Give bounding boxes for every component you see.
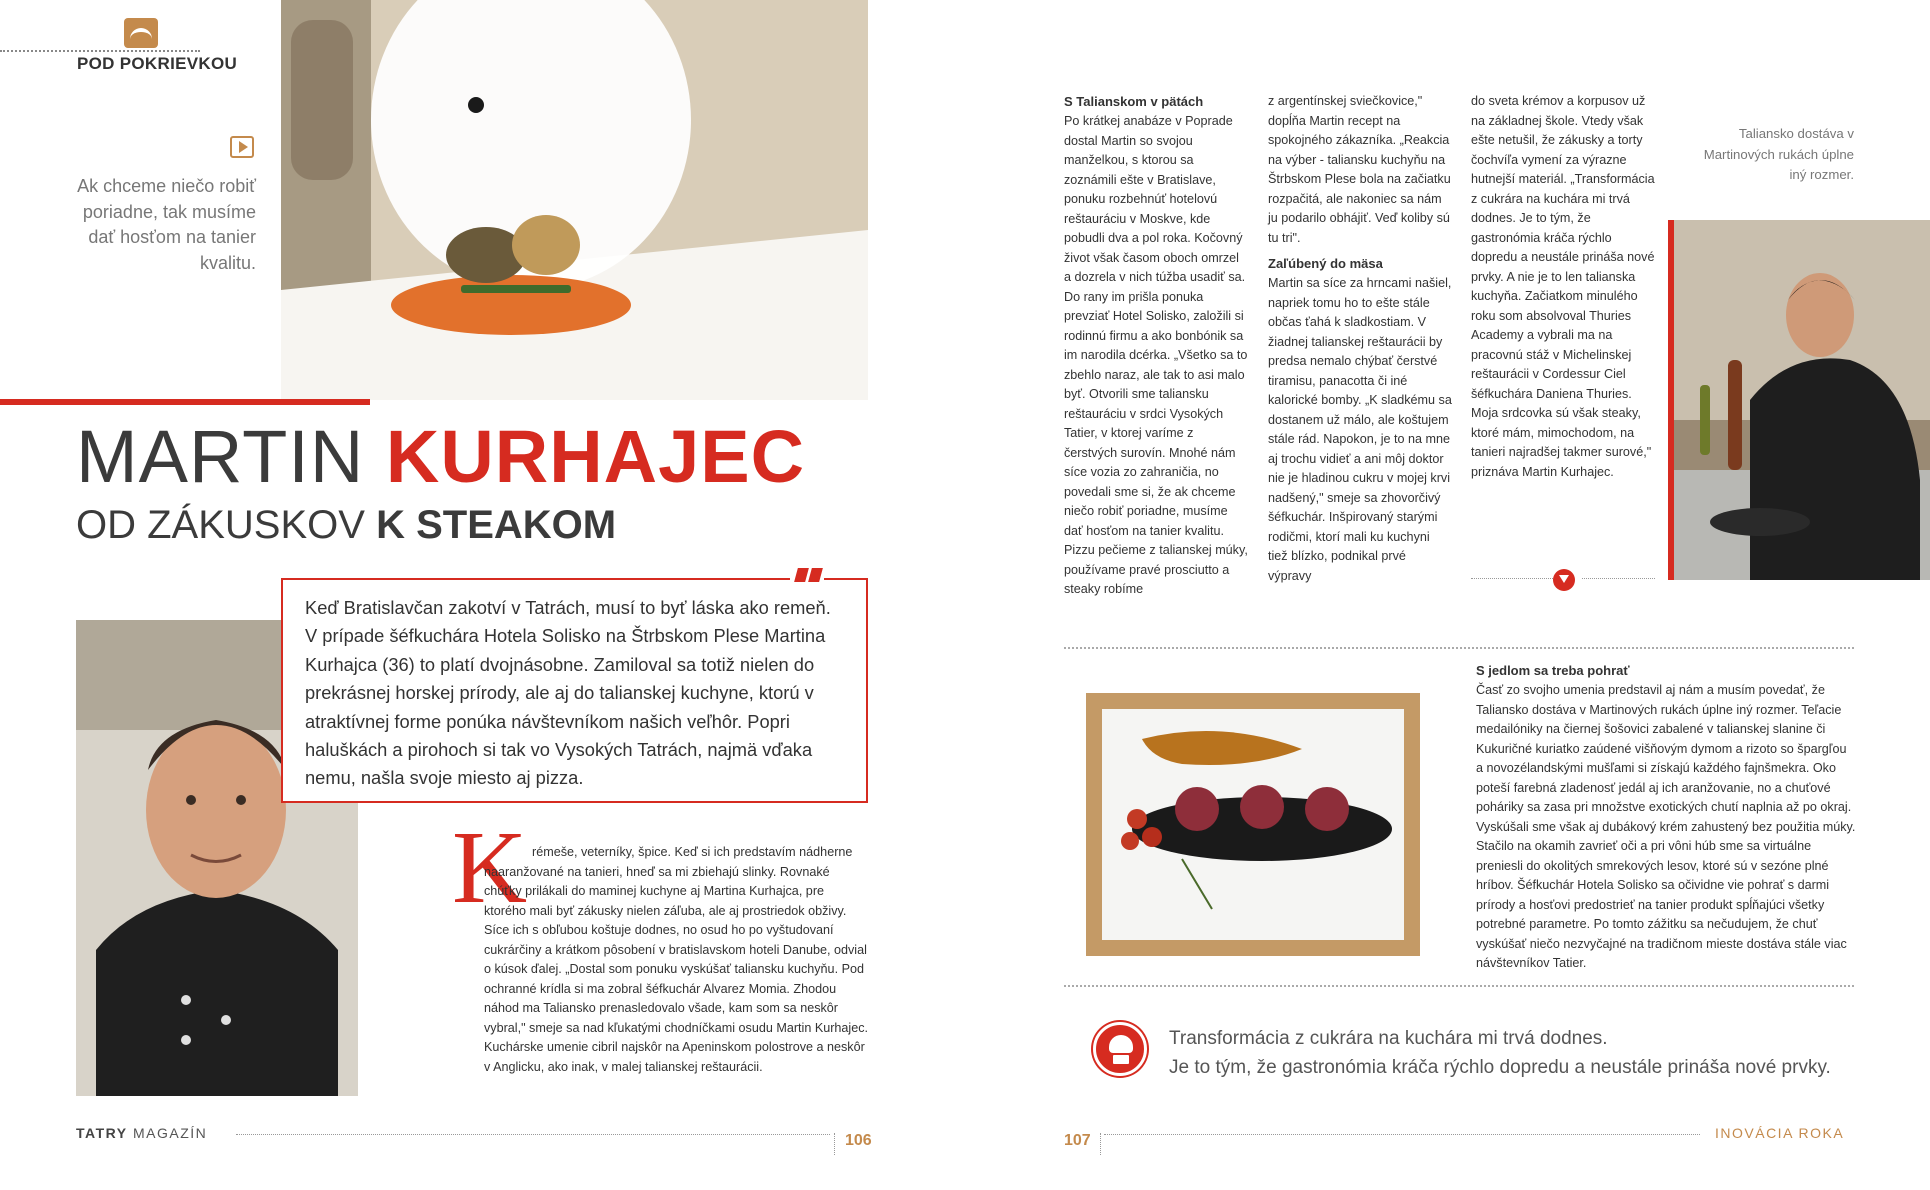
subheadline-light: OD ZÁKUSKOV xyxy=(76,503,365,547)
col2-body-1: z argentínskej sviečkovice," dopĺňa Martin recept na spokojného zákazníka. „Reakcia na výber - taliansku kuchyňu na Štrbskom Plese bola na začiatku rozpačitá, ale nakoniec sa nám ju podarilo obhájiť. Veď koliby sú tu tri". xyxy=(1268,94,1451,245)
subheadline-bold: K STEAKOM xyxy=(376,503,617,547)
headline-first: MARTIN xyxy=(76,415,365,498)
intro-text: Keď Bratislavčan zakotví v Tatrách, musí to byť láska ako remeň. V prípade šéfkuchára Hotela Solisko na Štrbskom Plese Martina Kurhajca (36) to platí dvojnásobne. Zamiloval sa totiž nielen do prekrásnej horskej prírody, ale aj do talianskej kuchyne, ktorú v atraktívnej forme ponúka návštevníkom našich veľhôr. Popri haluškách a pirohoch si tak vo Vysokých Tatrách, najmä vďaka nemu, našla svoje miesto aj pizza. xyxy=(305,597,831,789)
chef-hat-icon xyxy=(1093,1022,1147,1076)
bottom-body: Časť zo svojho umenia predstavil aj nám a musím povedať, že Taliansko dostáva v Martinových rukách úplne iný rozmer. Teľacie medailóniky na čiernej šošovici zabalené v talianskej slanine či Kukuričné kuriatko zaúdené višňovým dymom a rizoto so špargľou a novozélandskými mušľami si získajú každého fajnšmekra. Oko poteší farebná zladenosť jedál aj ich aranžovanie, no a chuťové poháriky sa zasa pri množstve exotických chutí naplnia až po okraj. Vyskúšali sme však aj dubákový krém zahustený bez použitia múky. Stačilo na okamih zavrieť oči a pri vôni húb sme sa virtuálne preniesli do okolitých smrekových lesov, ktoré sú v sezóne plné hríbov. Šéfkuchár Hotela Solisko sa očividne vie pohrať s darmi prírody a hosťovi predostrieť na tanier produkt spĺňajúci všetky potrebné parametre. Po tomto zážitku sa nečudujem, že chuť vyskúšať niečo nezvyčajné na tradičnom mieste dostáva stále viac návštevníkov Tatier. xyxy=(1476,683,1856,970)
bottom-quote-line-1: Transformácia z cukrára na kuchára mi trvá dodnes. xyxy=(1169,1028,1608,1049)
red-accent-rule xyxy=(0,399,370,405)
dropcap: K xyxy=(452,810,528,925)
column-1 xyxy=(1064,92,1248,600)
footer-brand-rest: ROKA xyxy=(1798,1125,1845,1141)
headline xyxy=(76,414,805,499)
column-3 xyxy=(1471,92,1655,482)
chef-kitchen-photo xyxy=(1670,220,1930,580)
quote-mark-icon xyxy=(790,560,824,588)
section-rule xyxy=(0,50,200,52)
page-number-right: 107 xyxy=(1064,1132,1091,1149)
footer-brand-left xyxy=(76,1125,207,1141)
section-divider xyxy=(1064,647,1854,649)
col1-heading: S Talianskom v pätách xyxy=(1064,94,1204,109)
photo-caption: Taliansko dostáva v Martinových rukách úplne iný rozmer. xyxy=(1703,126,1854,182)
headline-last: KURHAJEC xyxy=(385,415,806,498)
footer-rule-left xyxy=(236,1134,830,1135)
intro-box xyxy=(281,578,868,803)
footer-rule-right xyxy=(1104,1134,1700,1135)
footer-tick-left xyxy=(834,1133,835,1155)
heart-icon xyxy=(1553,569,1575,591)
dish-photo xyxy=(1102,709,1404,940)
footer-tick-right xyxy=(1100,1133,1101,1155)
subheadline xyxy=(76,503,616,548)
page-number-left: 106 xyxy=(845,1132,872,1149)
section-label: POD POKRIEVKOU xyxy=(77,54,238,73)
column-2 xyxy=(1268,92,1452,586)
footer-brand-accent: INOVÁCIA xyxy=(1715,1125,1794,1141)
bottom-quote-line-2: Je to tým, že gastronómia kráča rýchlo dopredu a neustále prináša nové prvky. xyxy=(1169,1057,1831,1078)
footer-brand-right xyxy=(1715,1125,1844,1141)
left-body-text xyxy=(484,843,869,1077)
footer-brand-light: MAGAZÍN xyxy=(132,1125,208,1141)
bottom-column xyxy=(1476,661,1856,974)
bottom-heading: S jedlom sa treba pohrať xyxy=(1476,663,1630,678)
quote-divider xyxy=(1064,985,1854,987)
hero-dish-photo xyxy=(281,0,868,400)
side-pullquote: Ak chceme niečo robiť poriadne, tak musíme dať hosťom na tanier kvalitu. xyxy=(77,176,256,273)
left-body-paragraph: rémeše, veterníky, špice. Keď si ich predstavím nádherne naaranžované na tanieri, hneď sa mi zbiehajú slinky. Rovnaké chúťky prilákali do maminej kuchyne aj Martina Kurhajca, pre ktorého mali byť zákusky nielen záľuba, ale aj prostriedok obživy. Síce ich s obľubou koštuje dodnes, no osud ho po vyštudovaní cukrárčiny a krátkom pôsobení v bratislavskom hoteli Danube, odvial o kúsok ďalej. „Dostal som ponuku vyskúšať taliansku kuchyňu. Pod ochranné krídla si ma zobral šéfkuchár Alvarez Momia. Zhodou náhod ma Taliansko prenasledovalo všade, kam som sa neskôr vybral," smeje sa nad kľukatými chodníčkami osudu Martin Kurhajec. Kuchárske umenie cibril najskôr na Apeninskom polostrove a neskôr v Anglicku, ako inak, v malej talianskej reštaurácii. xyxy=(484,845,869,1074)
col2-body-2: Martin sa síce za hrncami našiel, napriek tomu ho to ešte stále občas ťahá k sladkostiam. V žiadnej talianskej reštaurácii by predsa nemalo chýbať čerstvé tiramisu, panacotta či iné kalorické bomby. „K sladkému sa dostanem už málo, ale koštujem stále rád. Napokon, je to na mne aj trochu vidieť a ani môj doktor nie je hladinou cukru v mojej krvi nadšený," smeje sa zhovorčivý šéfkuchár. Inšpirovaný starými rodičmi, ktorí mali ku kuchyni tiež blízko, podnikal prvé výpravy xyxy=(1268,276,1452,583)
col3-body: do sveta krémov a korpusov už na základnej škole. Vtedy však ešte netušil, že zákusky a torty čochvíľa vymení za výrazne hutnejší materiál. „Transformácia z cukrára na kuchára mi trvá dodnes. Je to tým, že gastronómia kráča rýchlo dopredu a neustále prináša nové prvky. A nie je to len talianska kuchyňa. Začiatkom minulého roku som absolvoval Thuries Academy a vybrali ma na pracovnú stáž v Michelinskej reštaurácii v Cordessur Ciel šéfkuchára Daniena Thuries. Moja srdcovka sú však steaky, ktoré mám, mimochodom, na tanieri najradšej takmer surové," priznáva Martin Kurhajec. xyxy=(1471,94,1655,479)
col1-body: Po krátkej anabáze v Poprade dostal Martin so svojou manželkou, s ktorou sa zoznámili ešte v Bratislave, ponuku rozbehnúť hotelovú reštauráciu v Moskve, kde pobudli dva a pol roka. Kočovný život však časom oboch omrzel a dozrela v nich túžba usadiť sa. Do rany im prišla ponuka prevziať Hotel Solisko, založili si rodinnú firmu a ako bonbónik sa im narodila dcérka. „Všetko sa to zbehlo naraz, ale tak to asi malo byť. Otvorili sme taliansku reštauráciu v srdci Vysokých Tatier, v ktorej varíme z čerstvých surovín. Mnohé nám síce vozia zo zahraničia, no povedali sme si, že ak chceme niečo robiť poriadne, musíme dať hosťom na tanier kvalitu. Pizzu pečieme z talianskej múky, používame pravé prosciutto a steaky robíme xyxy=(1064,114,1248,596)
bottom-pullquote xyxy=(1169,1024,1869,1082)
dish-photo-frame xyxy=(1086,693,1420,956)
divider-dots-left xyxy=(1471,578,1553,579)
section-logo-icon xyxy=(124,18,158,48)
divider-dots-right xyxy=(1582,578,1655,579)
col2-heading: Zaľúbený do mäsa xyxy=(1268,256,1383,271)
footer-brand-bold: TATRY xyxy=(76,1125,128,1141)
play-icon xyxy=(230,136,254,158)
photo-red-bar xyxy=(1668,220,1674,580)
